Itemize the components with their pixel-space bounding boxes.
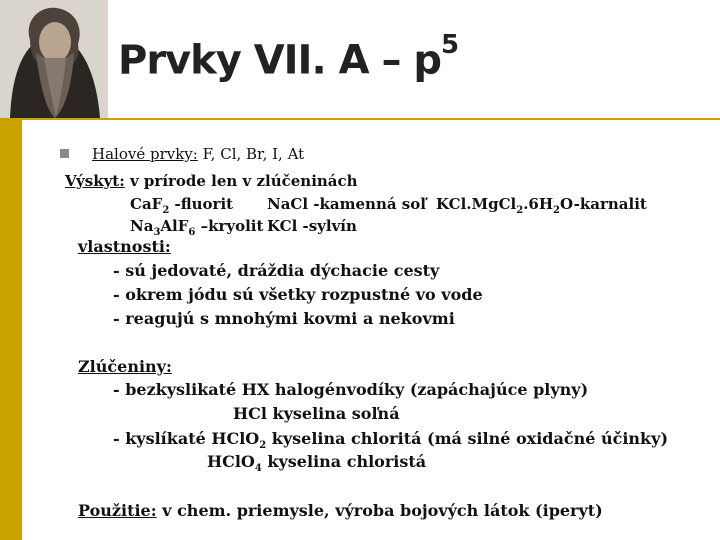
page-title	[118, 30, 459, 84]
halove-prvky-label: Halové prvky:	[92, 145, 198, 163]
halove-prvky-line	[92, 145, 304, 163]
vlastnosti-item-3: - reagujú s mnohými kovmi a nekovmi	[113, 309, 455, 328]
pouzitie-text: v chem. priemysle, výroba bojových látok (iperyt)	[156, 501, 603, 520]
portrait-image	[0, 0, 108, 118]
zluceniny-line-1: - bezkyslikaté HX halogénvodíky (zapáchajúce plyny)	[113, 380, 589, 399]
bullet-icon	[60, 149, 69, 158]
mineral-kamenna-sol: NaCl -kamenná soľ	[267, 195, 426, 213]
pouzitie-label: Použitie:	[78, 501, 157, 520]
vlastnosti-label: vlastnosti:	[78, 237, 171, 256]
mineral-fluorit: CaF$_2$ -fluorit	[130, 195, 234, 216]
mineral-kryolit: $Na_3AlF_6$ –kryolit	[130, 217, 264, 238]
vyskyt-text: v prírode len v zlúčeninách	[124, 172, 358, 190]
halove-prvky-list: F, Cl, Br, I, At	[197, 145, 305, 163]
zluceniny-label: Zlúčeniny:	[78, 357, 172, 376]
mineral-karnalit: $KCl.MgCl_2.6H_2O$-karnalit	[436, 195, 647, 216]
pouzitie-line	[78, 501, 603, 520]
title-main: Prvky VII. A – p	[118, 37, 442, 84]
title-superscript: 5	[441, 30, 459, 60]
vlastnosti-item-2: - okrem jódu sú všetky rozpustné vo vode	[113, 285, 483, 304]
zluceniny-line-3: - kyslíkaté HClO$_2$ kyselina chloritá (má silné oxidačné účinky)	[113, 429, 669, 452]
mineral-sylvin: KCl -sylvín	[267, 217, 357, 235]
title-underline	[0, 118, 720, 120]
zluceniny-line-2: HCl kyselina soľná	[233, 404, 400, 423]
zluceniny-line-4: HClO$_4$ kyselina chloristá	[207, 452, 427, 475]
vlastnosti-item-1: - sú jedovaté, dráždia dýchacie cesty	[113, 261, 440, 280]
vyskyt-label: Výskyt:	[65, 172, 125, 190]
vyskyt-line	[65, 172, 358, 190]
